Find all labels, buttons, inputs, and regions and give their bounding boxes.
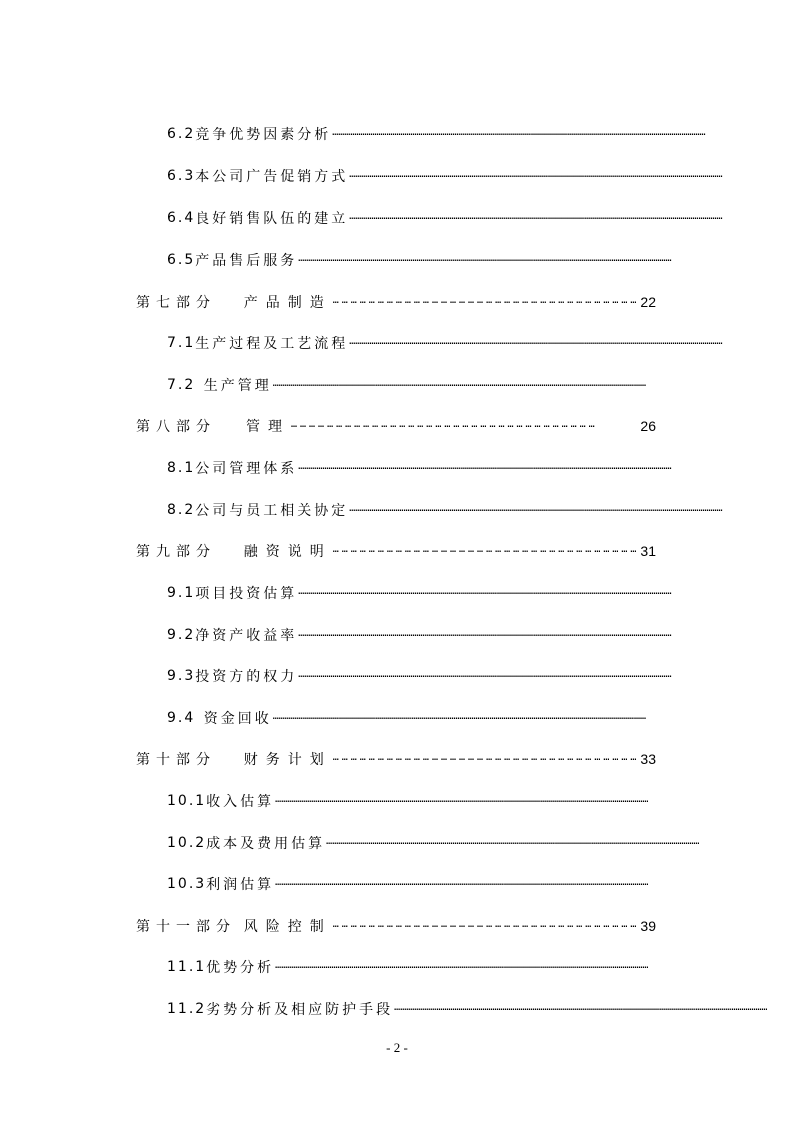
toc-section-11[interactable] bbox=[136, 914, 656, 938]
toc-dot-leader: …………………………………………………………………………………………………………………………………………………………………… bbox=[275, 793, 649, 805]
toc-section-prefix: 第七部分 bbox=[136, 295, 216, 311]
toc-section-9[interactable] bbox=[136, 539, 656, 563]
toc-dot-leader: …………………………………………………………………………………………………………………………………………………………………… bbox=[349, 210, 723, 222]
toc-entry-number: 11.1 bbox=[167, 959, 207, 975]
toc-dot-leader: …………………………………………………………………………………………………………………………………………………………………… bbox=[272, 710, 646, 722]
toc-section-10[interactable] bbox=[136, 747, 656, 771]
toc-entry-9-2[interactable] bbox=[167, 623, 672, 647]
toc-section-prefix: 第十部分 bbox=[136, 752, 216, 768]
toc-entry-title: 本公司广告促销方式 bbox=[195, 169, 349, 185]
toc-entry-number: 7.1 bbox=[167, 335, 196, 351]
toc-dot-leader: ………………………………………………………………………………………… bbox=[291, 418, 598, 430]
toc-entry-8-2[interactable] bbox=[167, 498, 723, 522]
toc-entry-number: 9.2 bbox=[167, 627, 196, 643]
toc-section-title: 产品制造 bbox=[243, 295, 332, 311]
toc-entry-title: 收入估算 bbox=[206, 794, 275, 810]
toc-dot-leader: …………………………………………………………………………………………………………………………………………………………………… bbox=[298, 252, 672, 264]
toc-entry-number: 10.1 bbox=[167, 793, 207, 809]
toc-entry-number: 6.5 bbox=[167, 252, 196, 268]
toc-dot-leader: …………………………………………………………………………………………………………………………………………………………………… bbox=[349, 335, 723, 347]
toc-page-number: 26 bbox=[640, 418, 656, 434]
toc-entry-title: 投资方的权力 bbox=[195, 669, 298, 685]
toc-entry-title: 资金回收 bbox=[203, 711, 272, 727]
page-number: - 2 - bbox=[386, 1040, 408, 1055]
toc-entry-number: 9.1 bbox=[167, 585, 196, 601]
toc-section-8[interactable] bbox=[136, 414, 656, 438]
toc-section-prefix: 第九部分 bbox=[136, 544, 216, 560]
toc-entry-title: 产品售后服务 bbox=[195, 253, 298, 269]
page-footer bbox=[0, 1040, 794, 1056]
toc-entry-6-5[interactable] bbox=[167, 248, 672, 272]
toc-section-prefix: 第十一部分 bbox=[136, 919, 236, 935]
toc-entry-number: 6.3 bbox=[167, 168, 196, 184]
toc-entry-title: 生产过程及工艺流程 bbox=[195, 336, 349, 352]
toc-section-title: 财务计划 bbox=[243, 752, 332, 768]
toc-entry-10-1[interactable] bbox=[167, 789, 647, 813]
toc-entry-number: 6.2 bbox=[167, 126, 196, 142]
toc-entry-10-3[interactable] bbox=[167, 872, 647, 896]
toc-entry-title: 利润估算 bbox=[206, 877, 275, 893]
toc-dot-leader: …………………………………………………………………………………………………………………………………………………………………… bbox=[349, 502, 723, 514]
toc-entry-number: 10.2 bbox=[167, 835, 207, 851]
toc-section-title: 管理 bbox=[246, 419, 290, 435]
toc-entry-number: 10.3 bbox=[167, 876, 207, 892]
toc-entry-number: 9.4 bbox=[167, 710, 196, 726]
toc-page-number: 22 bbox=[640, 294, 656, 310]
toc-entry-title: 劣势分析及相应防护手段 bbox=[206, 1002, 394, 1018]
toc-dot-leader: ………………………………………………………………………………………… bbox=[332, 751, 640, 763]
toc-dot-leader: ………………………………………………………………………………………… bbox=[332, 294, 640, 306]
toc-section-title: 融资说明 bbox=[243, 544, 332, 560]
toc-entry-title: 优势分析 bbox=[206, 960, 275, 976]
toc-entry-6-4[interactable] bbox=[167, 206, 723, 230]
toc-dot-leader: …………………………………………………………………………………………………………………………………………………………………… bbox=[326, 835, 700, 847]
toc-dot-leader: …………………………………………………………………………………………………………………………………………………………………… bbox=[332, 126, 706, 138]
toc-section-title: 风险控制 bbox=[243, 919, 332, 935]
toc-entry-6-3[interactable] bbox=[167, 164, 723, 188]
toc-entry-title: 成本及费用估算 bbox=[206, 836, 326, 852]
toc-entry-7-1[interactable] bbox=[167, 331, 723, 355]
toc-section-7[interactable] bbox=[136, 290, 656, 314]
toc-entry-9-1[interactable] bbox=[167, 581, 672, 605]
toc-entry-8-1[interactable] bbox=[167, 456, 672, 480]
toc-entry-number: 8.1 bbox=[167, 460, 196, 476]
toc-dot-leader: …………………………………………………………………………………………………………………………………………………………………… bbox=[394, 1001, 768, 1013]
toc-entry-title: 生产管理 bbox=[203, 378, 272, 394]
toc-entry-11-2[interactable] bbox=[167, 997, 768, 1021]
toc-entry-11-1[interactable] bbox=[167, 955, 649, 979]
toc-entry-number: 7.2 bbox=[167, 377, 196, 393]
toc-entry-number: 11.2 bbox=[167, 1001, 207, 1017]
toc-page-number: 39 bbox=[640, 918, 656, 934]
toc-entry-title: 公司管理体系 bbox=[195, 461, 298, 477]
toc-entry-6-2[interactable] bbox=[167, 122, 706, 146]
toc-entry-9-4[interactable] bbox=[167, 706, 647, 730]
toc-entry-number: 8.2 bbox=[167, 502, 196, 518]
toc-page-number: 31 bbox=[640, 543, 656, 559]
toc-dot-leader: …………………………………………………………………………………………………………………………………………………………………… bbox=[298, 627, 672, 639]
toc-entry-title: 净资产收益率 bbox=[195, 628, 298, 644]
toc-dot-leader: …………………………………………………………………………………………………………………………………………………………………… bbox=[349, 168, 723, 180]
toc-entry-7-2[interactable] bbox=[167, 373, 647, 397]
toc-dot-leader: …………………………………………………………………………………………………………………………………………………………………… bbox=[298, 585, 672, 597]
toc-dot-leader: …………………………………………………………………………………………………………………………………………………………………… bbox=[298, 668, 672, 680]
toc-entry-title: 竞争优势因素分析 bbox=[195, 127, 332, 143]
toc-entry-10-2[interactable] bbox=[167, 831, 700, 855]
toc-dot-leader: …………………………………………………………………………………………………………………………………………………………………… bbox=[275, 876, 649, 888]
toc-entry-title: 项目投资估算 bbox=[195, 586, 298, 602]
toc-entry-9-3[interactable] bbox=[167, 664, 672, 688]
toc-dot-leader: ………………………………………………………………………………………… bbox=[332, 918, 640, 930]
toc-entry-number: 9.3 bbox=[167, 668, 196, 684]
toc-dot-leader: …………………………………………………………………………………………………………………………………………………………………… bbox=[275, 959, 649, 971]
toc-entry-title: 良好销售队伍的建立 bbox=[195, 211, 349, 227]
toc-entry-number: 6.4 bbox=[167, 210, 196, 226]
toc-entry-title: 公司与员工相关协定 bbox=[195, 503, 349, 519]
toc-dot-leader: ………………………………………………………………………………………… bbox=[332, 543, 640, 555]
toc-section-prefix: 第八部分 bbox=[136, 419, 216, 435]
toc-dot-leader: …………………………………………………………………………………………………………………………………………………………………… bbox=[298, 460, 672, 472]
toc-page-number: 33 bbox=[640, 751, 656, 767]
toc-dot-leader: …………………………………………………………………………………………………………………………………………………………………… bbox=[272, 377, 646, 389]
